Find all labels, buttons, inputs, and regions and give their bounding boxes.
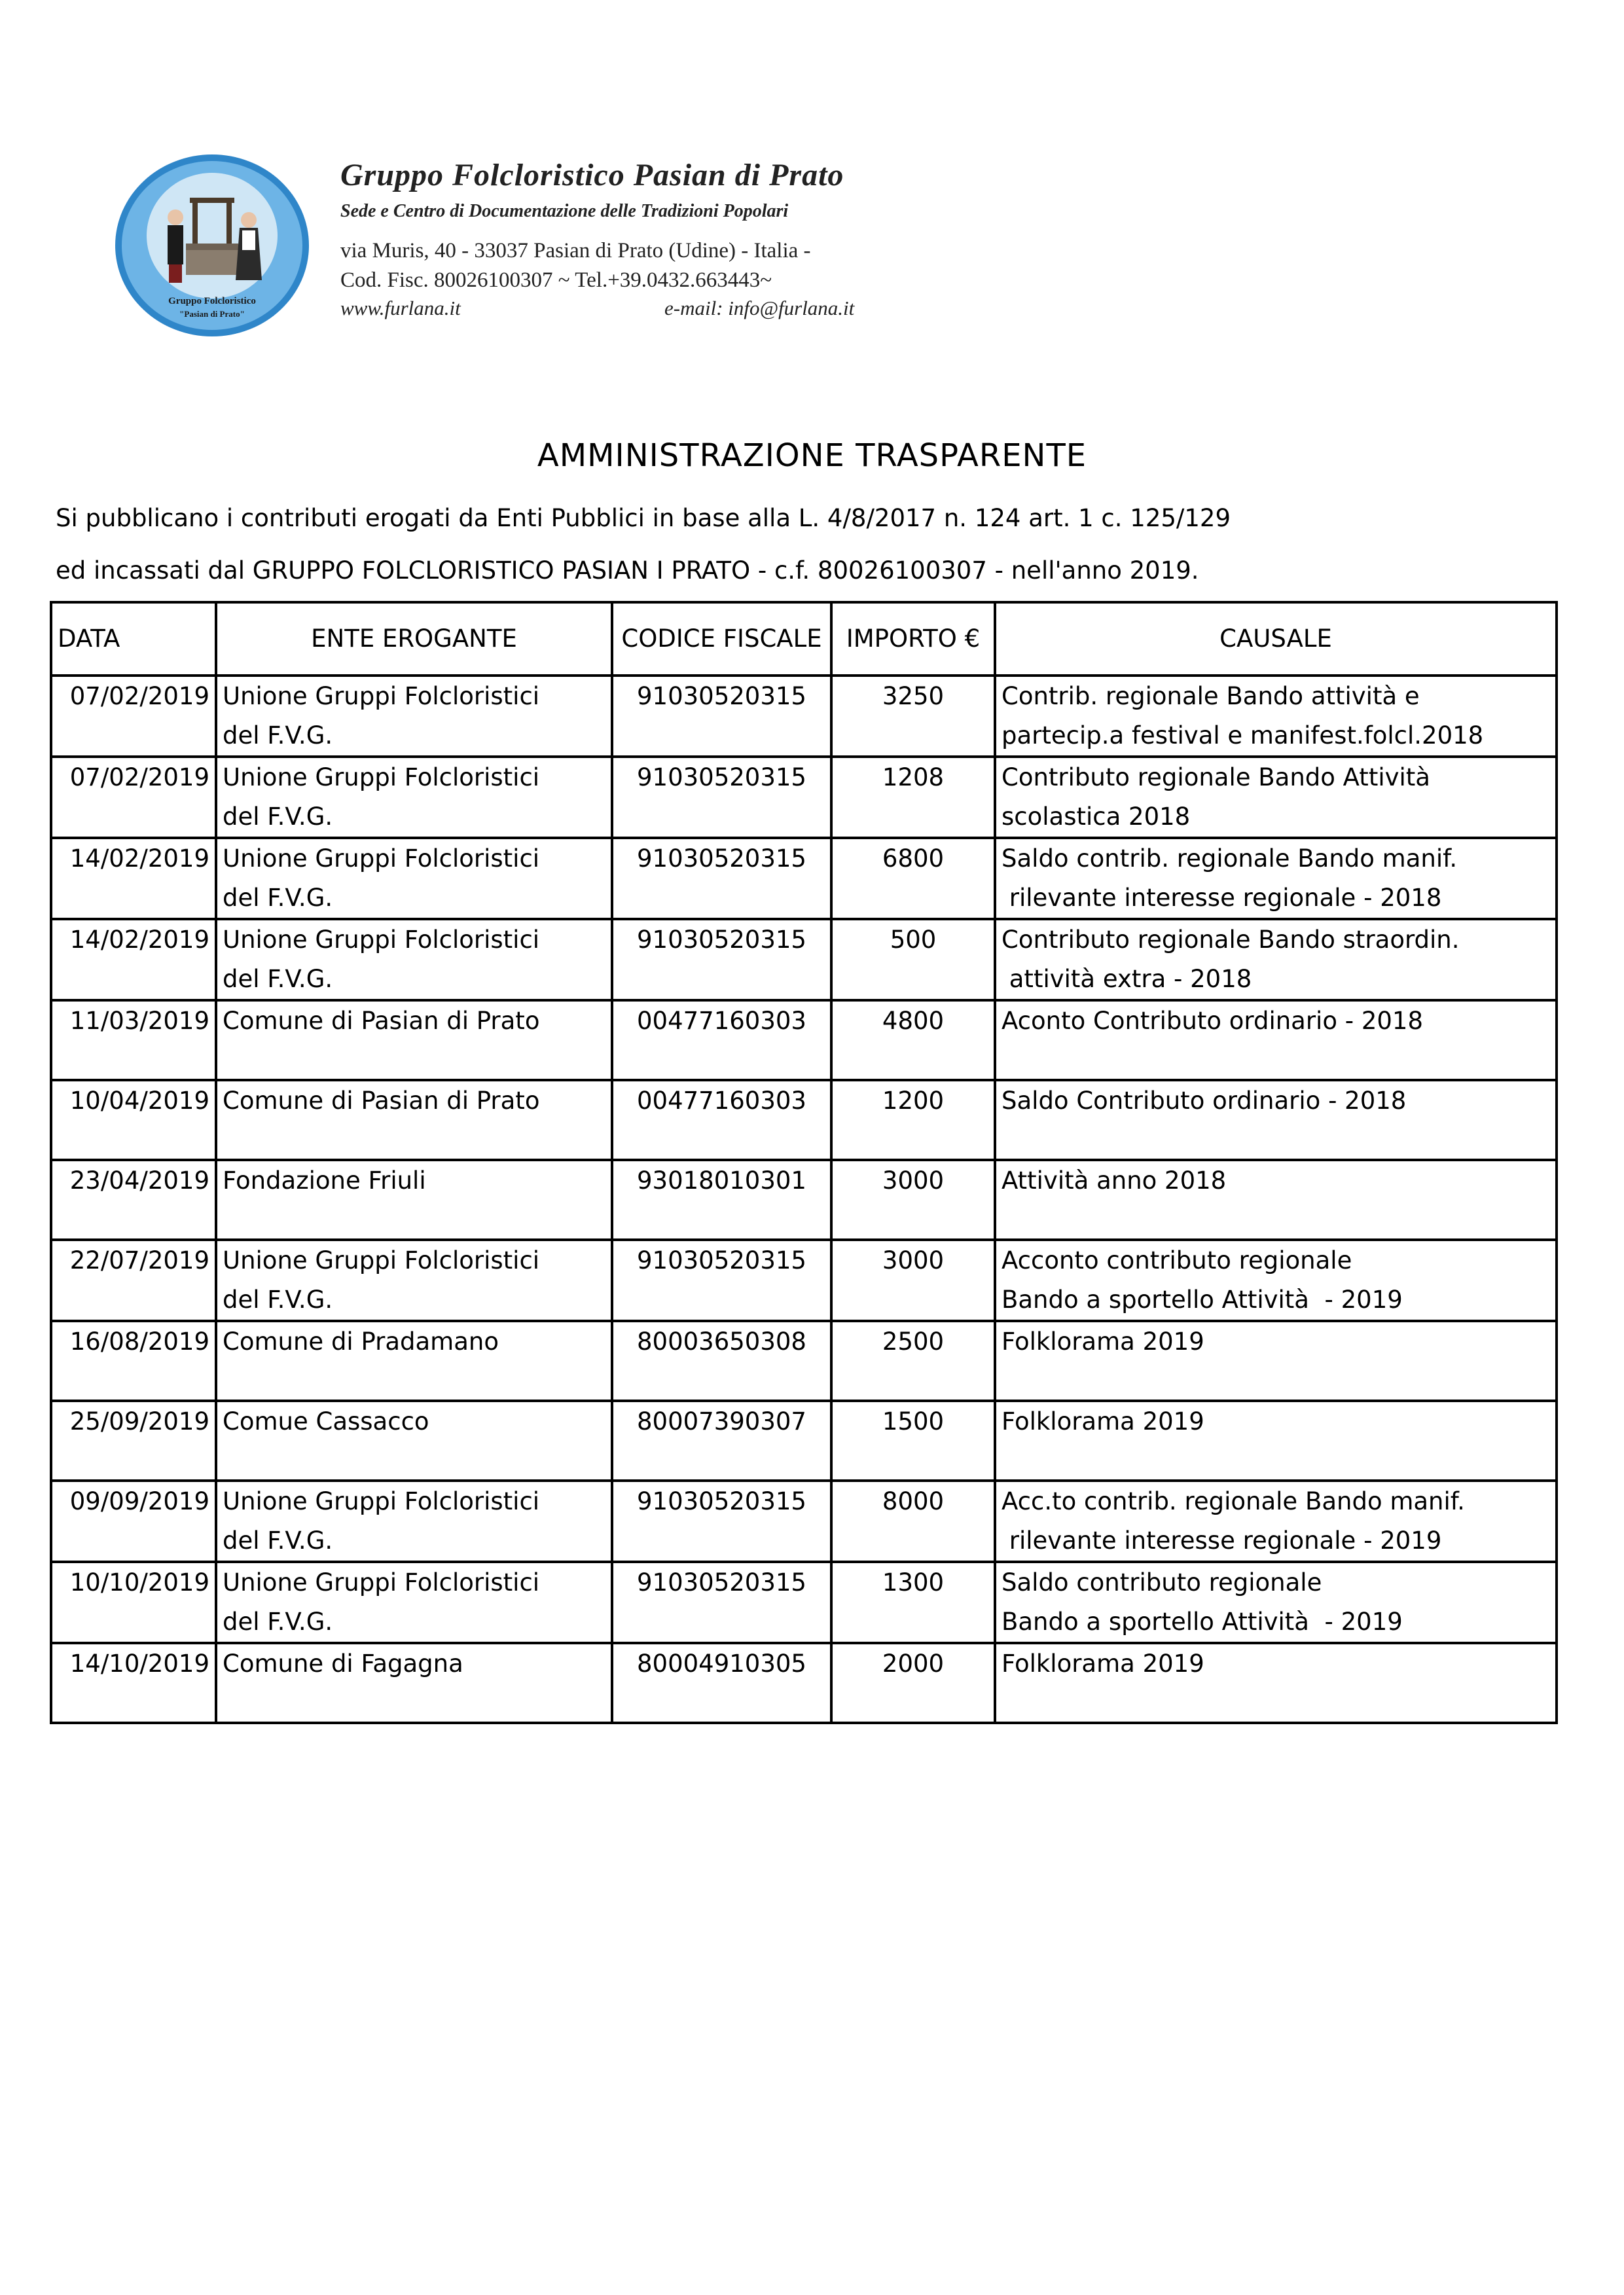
cell-ente	[216, 1481, 612, 1562]
cell-causale: Saldo contributo regionale Bando a sportello Attività - 2019	[995, 1562, 1557, 1643]
cell-codice-fiscale: 91030520315	[612, 919, 831, 1000]
cell-ente	[216, 1000, 612, 1080]
cell-ente-line-1: Comune di Fagagna	[223, 1650, 463, 1678]
header-causale: CAUSALE	[995, 602, 1557, 676]
table-row	[51, 1562, 1557, 1643]
table-row	[51, 757, 1557, 838]
organization-name: Gruppo Folcloristico Pasian di Prato	[340, 158, 844, 192]
table-row	[51, 919, 1557, 1000]
cell-ente-line-1: Unione Gruppi Folcloristici	[223, 844, 540, 873]
document-title: AMMINISTRAZIONE TRASPARENTE	[537, 437, 1087, 474]
cell-date: 07/02/2019	[51, 676, 216, 757]
cell-ente-line-1: Comune di Pasian di Prato	[223, 1007, 540, 1035]
cell-date: 14/02/2019	[51, 919, 216, 1000]
cell-date: 14/02/2019	[51, 838, 216, 919]
cell-date: 11/03/2019	[51, 1000, 216, 1080]
cell-importo: 8000	[831, 1481, 995, 1562]
cell-causale: Attività anno 2018	[995, 1160, 1557, 1240]
cell-causale: Contrib. regionale Bando attività e partecip.a festival e manifest.folcl.2018	[995, 676, 1557, 757]
cell-ente-line-2: del F.V.G.	[223, 721, 333, 750]
cell-causale: Folklorama 2019	[995, 1321, 1557, 1401]
table-row	[51, 1401, 1557, 1481]
table-row	[51, 1481, 1557, 1562]
cell-ente	[216, 676, 612, 757]
cell-ente	[216, 757, 612, 838]
intro-line-1: Si pubblicano i contributi erogati da Enti Pubblici in base alla L. 4/8/2017 n. 124 art. 1 c. 125/129	[56, 504, 1231, 532]
cell-importo: 4800	[831, 1000, 995, 1080]
header-date: DATA	[51, 602, 216, 676]
cell-date: 07/02/2019	[51, 757, 216, 838]
cell-date: 23/04/2019	[51, 1160, 216, 1240]
cell-ente	[216, 1321, 612, 1401]
cell-codice-fiscale: 80007390307	[612, 1401, 831, 1481]
cell-date: 09/09/2019	[51, 1481, 216, 1562]
cell-codice-fiscale: 00477160303	[612, 1000, 831, 1080]
intro-line-2: ed incassati dal GRUPPO FOLCLORISTICO PASIAN I PRATO - c.f. 80026100307 - nell'anno 2019.	[56, 556, 1199, 585]
cell-ente-line-2: del F.V.G.	[223, 1608, 333, 1636]
organization-subtitle: Sede e Centro di Documentazione delle Tradizioni Popolari	[340, 201, 789, 221]
cell-date: 16/08/2019	[51, 1321, 216, 1401]
cell-importo: 2000	[831, 1643, 995, 1723]
cell-codice-fiscale: 91030520315	[612, 1562, 831, 1643]
cell-codice-fiscale: 80003650308	[612, 1321, 831, 1401]
header-ente: ENTE EROGANTE	[216, 602, 612, 676]
cell-codice-fiscale: 91030520315	[612, 838, 831, 919]
cell-ente	[216, 1080, 612, 1160]
cell-ente	[216, 1562, 612, 1643]
cell-ente-line-2: del F.V.G.	[223, 1286, 333, 1314]
cell-date: 10/10/2019	[51, 1562, 216, 1643]
cell-date: 25/09/2019	[51, 1401, 216, 1481]
cell-codice-fiscale: 91030520315	[612, 757, 831, 838]
table-row	[51, 676, 1557, 757]
cell-causale: Folklorama 2019	[995, 1401, 1557, 1481]
cell-importo: 2500	[831, 1321, 995, 1401]
cell-causale: Aconto Contributo ordinario - 2018	[995, 1000, 1557, 1080]
cell-codice-fiscale: 91030520315	[612, 676, 831, 757]
cell-ente	[216, 1643, 612, 1723]
cell-ente	[216, 838, 612, 919]
cell-importo: 500	[831, 919, 995, 1000]
cell-ente-line-1: Unione Gruppi Folcloristici	[223, 1246, 540, 1274]
cell-date: 22/07/2019	[51, 1240, 216, 1321]
cell-ente-line-1: Comune di Pradamano	[223, 1328, 499, 1356]
organization-header	[340, 157, 969, 323]
contributions-table	[50, 601, 1558, 1724]
cell-codice-fiscale: 91030520315	[612, 1240, 831, 1321]
cell-importo: 6800	[831, 838, 995, 919]
header-codice-fiscale: CODICE FISCALE	[612, 602, 831, 676]
cell-ente-line-2: del F.V.G.	[223, 965, 333, 993]
organization-website[interactable]: www.furlana.it	[340, 297, 461, 319]
cell-causale: Acc.to contrib. regionale Bando manif. rilevante interesse regionale - 2019	[995, 1481, 1557, 1562]
organization-contacts	[340, 297, 969, 323]
organization-logo	[113, 152, 312, 339]
cell-date: 14/10/2019	[51, 1643, 216, 1723]
cell-causale: Saldo Contributo ordinario - 2018	[995, 1080, 1557, 1160]
cell-ente-line-2: del F.V.G.	[223, 884, 333, 912]
cell-ente-line-1: Unione Gruppi Folcloristici	[223, 926, 540, 954]
cell-codice-fiscale: 93018010301	[612, 1160, 831, 1240]
cell-importo: 3250	[831, 676, 995, 757]
cell-causale: Contributo regionale Bando Attività scolastica 2018	[995, 757, 1557, 838]
cell-ente	[216, 1160, 612, 1240]
cell-causale: Folklorama 2019	[995, 1643, 1557, 1723]
organization-fiscal-phone: Cod. Fisc. 80026100307 ~ Tel.+39.0432.663443~	[340, 268, 772, 292]
table-row	[51, 1000, 1557, 1080]
cell-importo: 1208	[831, 757, 995, 838]
cell-importo: 1300	[831, 1562, 995, 1643]
cell-ente-line-1: Comune di Pasian di Prato	[223, 1087, 540, 1115]
cell-codice-fiscale: 80004910305	[612, 1643, 831, 1723]
cell-ente-line-1: Unione Gruppi Folcloristici	[223, 1568, 540, 1597]
cell-codice-fiscale: 00477160303	[612, 1080, 831, 1160]
cell-ente-line-1: Unione Gruppi Folcloristici	[223, 1487, 540, 1515]
cell-ente-line-2: del F.V.G.	[223, 803, 333, 831]
cell-ente-line-1: Unione Gruppi Folcloristici	[223, 682, 540, 710]
cell-ente	[216, 1240, 612, 1321]
table-header-row	[51, 602, 1557, 676]
cell-date: 10/04/2019	[51, 1080, 216, 1160]
table-row	[51, 1160, 1557, 1240]
cell-ente-line-1: Comue Cassacco	[223, 1407, 429, 1436]
table-row	[51, 1080, 1557, 1160]
table-row	[51, 1240, 1557, 1321]
cell-codice-fiscale: 91030520315	[612, 1481, 831, 1562]
cell-ente-line-1: Fondazione Friuli	[223, 1166, 426, 1195]
cell-importo: 3000	[831, 1160, 995, 1240]
organization-address: via Muris, 40 - 33037 Pasian di Prato (Udine) - Italia -	[340, 239, 811, 262]
table-row	[51, 838, 1557, 919]
cell-importo: 1200	[831, 1080, 995, 1160]
cell-ente-line-1: Unione Gruppi Folcloristici	[223, 763, 540, 791]
organization-email[interactable]: e-mail: info@furlana.it	[664, 297, 855, 319]
cell-ente	[216, 919, 612, 1000]
header-importo: IMPORTO €	[831, 602, 995, 676]
cell-importo: 3000	[831, 1240, 995, 1321]
logo-text-bottom: "Pasian di Prato"	[179, 309, 245, 319]
cell-causale: Contributo regionale Bando straordin. attività extra - 2018	[995, 919, 1557, 1000]
table-row	[51, 1321, 1557, 1401]
cell-causale: Saldo contrib. regionale Bando manif. rilevante interesse regionale - 2018	[995, 838, 1557, 919]
cell-ente-line-2: del F.V.G.	[223, 1527, 333, 1555]
logo-text-top: Gruppo Folcloristico	[168, 296, 256, 306]
cell-importo: 1500	[831, 1401, 995, 1481]
cell-ente	[216, 1401, 612, 1481]
table-row	[51, 1643, 1557, 1723]
cell-causale: Acconto contributo regionale Bando a sportello Attività - 2019	[995, 1240, 1557, 1321]
